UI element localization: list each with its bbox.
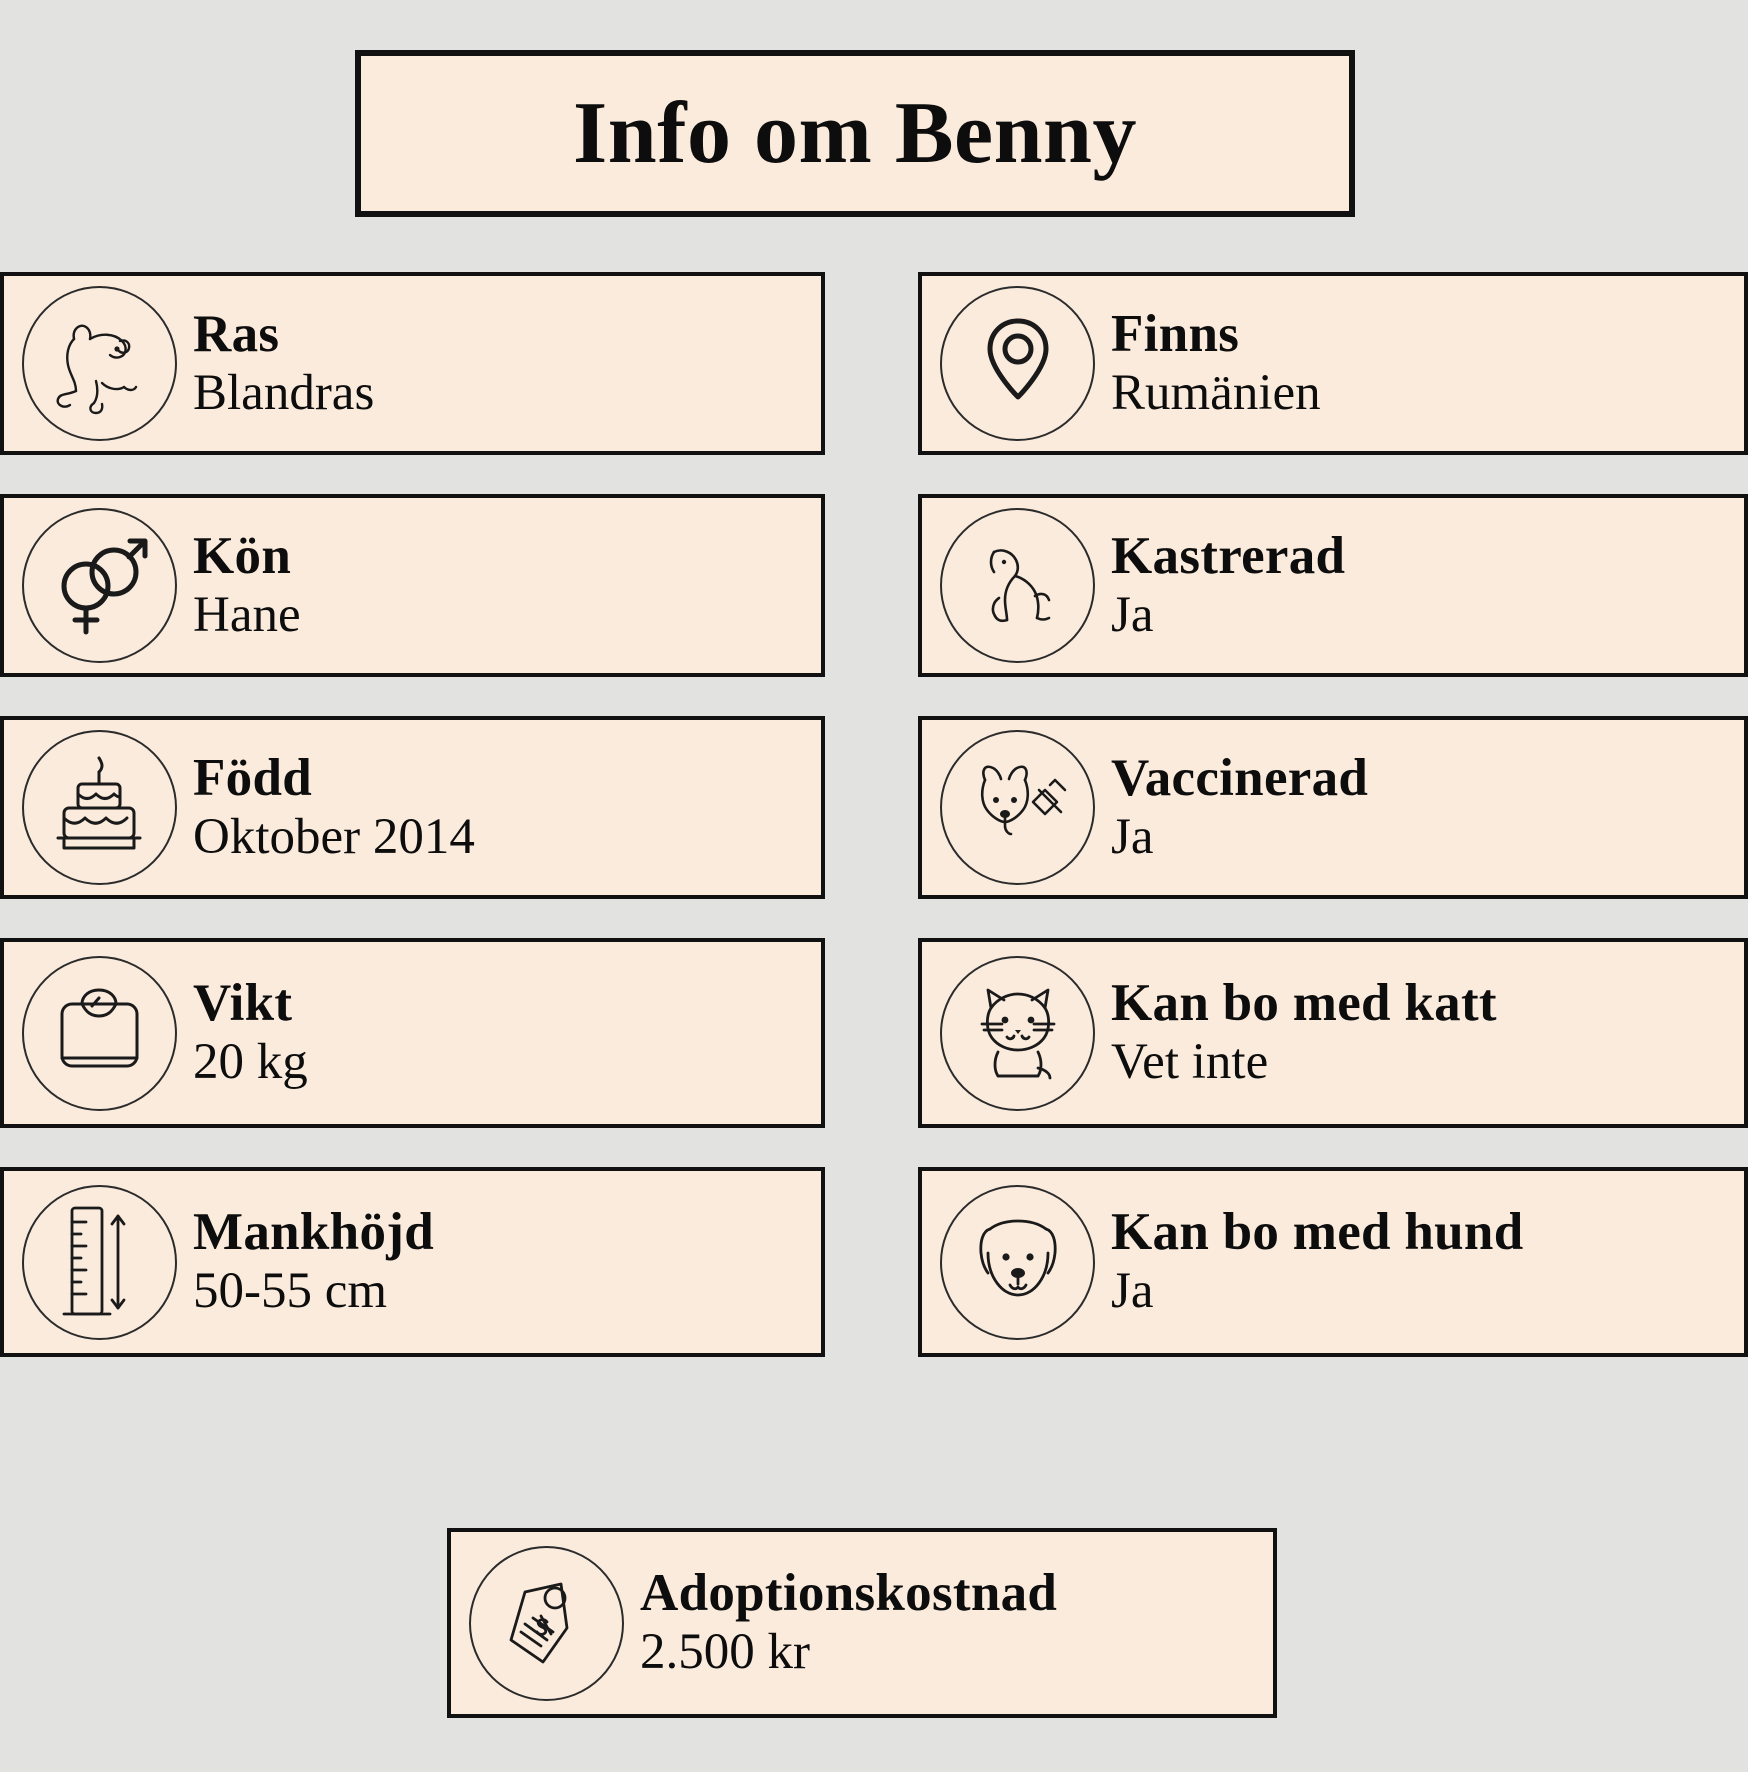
- ruler-icon: [22, 1185, 177, 1340]
- weight-scale-icon: [22, 956, 177, 1111]
- info-card-label: Kan bo med hund: [1111, 1203, 1524, 1262]
- info-card-text: [1111, 976, 1497, 1089]
- info-card-value: Ja: [1111, 808, 1154, 865]
- info-card-kastrerad: [918, 494, 1748, 677]
- info-card-label: Vaccinerad: [1111, 748, 1369, 807]
- info-card-text: [193, 1205, 434, 1318]
- info-card-value: Rumänien: [1111, 364, 1321, 421]
- gender-symbols-icon: [22, 508, 177, 663]
- info-card-label: Vikt: [193, 974, 293, 1033]
- info-card-value: 20 kg: [193, 1034, 308, 1091]
- info-card-value: Ja: [1111, 1263, 1154, 1320]
- info-card-kon: [0, 494, 825, 677]
- sitting-dog-icon: [940, 508, 1095, 663]
- card-row: [0, 938, 1748, 1128]
- price-tag-icon: [469, 1546, 624, 1701]
- info-card-kan-bo-med-katt: [918, 938, 1748, 1128]
- info-card-text: [193, 526, 301, 643]
- card-row: [0, 1167, 1748, 1357]
- info-card-value: Hane: [193, 586, 301, 643]
- info-card-vikt: [0, 938, 825, 1128]
- info-card-adoptionskostnad: [447, 1528, 1277, 1718]
- info-card-value: Ja: [1111, 586, 1154, 643]
- info-card-grid: [0, 272, 1748, 1396]
- info-card-text: [193, 976, 308, 1089]
- info-card-text: [640, 1566, 1057, 1679]
- info-card-label: Född: [193, 748, 313, 807]
- info-card-text: [193, 304, 375, 421]
- info-card-finns: [918, 272, 1748, 455]
- card-row: [0, 494, 1748, 677]
- location-pin-icon: [940, 286, 1095, 441]
- info-card-value: 50-55 cm: [193, 1263, 388, 1320]
- card-row: [0, 272, 1748, 455]
- info-card-vaccinerad: [918, 716, 1748, 899]
- info-card-value: Vet inte: [1111, 1034, 1269, 1091]
- info-card-text: [1111, 748, 1369, 865]
- birthday-cake-icon: [22, 730, 177, 885]
- info-card-ras: [0, 272, 825, 455]
- info-card-mankhojd: [0, 1167, 825, 1357]
- info-card-text: [1111, 304, 1321, 421]
- page-title: [355, 50, 1355, 217]
- info-card-value: Blandras: [193, 364, 375, 421]
- card-row: [0, 716, 1748, 899]
- cat-icon: [940, 956, 1095, 1111]
- dog-outline-icon: [22, 286, 177, 441]
- info-card-value: 2.500 kr: [640, 1624, 810, 1681]
- dog-face-icon: [940, 1185, 1095, 1340]
- info-card-text: [1111, 526, 1346, 643]
- page-title-text: Info om Benny: [573, 84, 1137, 182]
- info-card-label: Kan bo med katt: [1111, 974, 1497, 1033]
- info-card-fodd: [0, 716, 825, 899]
- info-card-label: Kastrerad: [1111, 526, 1346, 585]
- dog-syringe-icon: [940, 730, 1095, 885]
- info-card-label: Mankhöjd: [193, 1203, 434, 1262]
- info-card-text: [193, 748, 475, 865]
- info-card-text: [1111, 1205, 1523, 1318]
- info-card-label: Finns: [1111, 304, 1240, 363]
- info-card-label: Adoptionskostnad: [640, 1564, 1058, 1623]
- info-card-value: Oktober 2014: [193, 808, 475, 865]
- info-card-label: Ras: [193, 304, 280, 363]
- info-card-label: Kön: [193, 526, 292, 585]
- info-card-kan-bo-med-hund: [918, 1167, 1748, 1357]
